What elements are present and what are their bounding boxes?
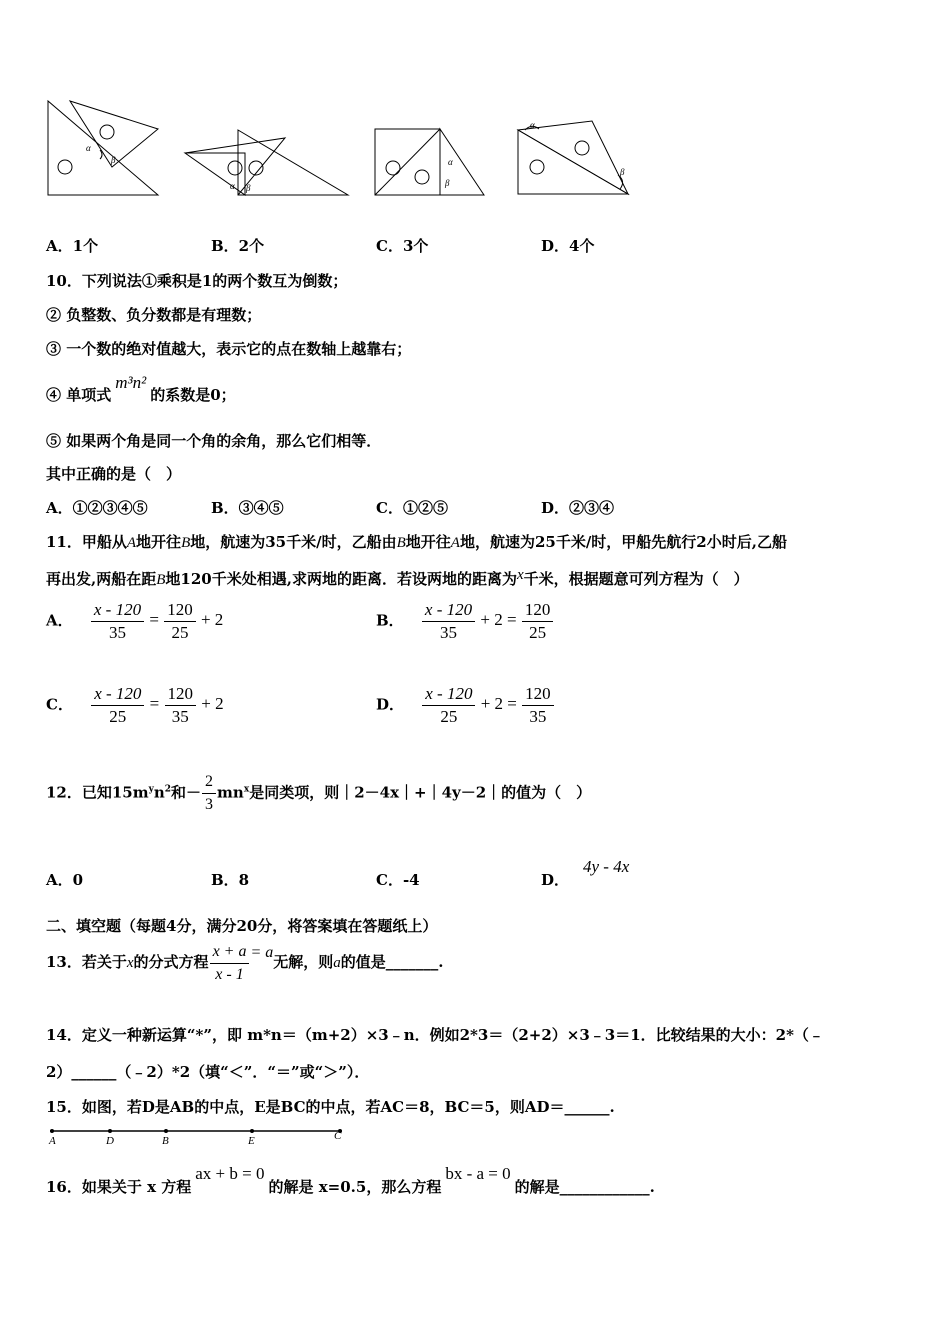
q12-sup-2: 2 bbox=[164, 784, 172, 795]
q12-option-a[interactable]: A．0 bbox=[46, 871, 84, 889]
q13-t4: 的值是_______. bbox=[340, 953, 444, 972]
fig1-beta: β bbox=[111, 155, 116, 165]
q11-line-1 bbox=[46, 531, 787, 552]
q12-t1: 12．已知15m bbox=[46, 783, 149, 802]
q11-t2: 地开往 bbox=[136, 533, 182, 551]
q16-eq2: bx - a = 0 bbox=[445, 1164, 511, 1183]
point-b-label: B bbox=[162, 1135, 169, 1147]
q11-option-a[interactable] bbox=[46, 600, 223, 643]
q10-stem: 10．下列说法①乘积是1的两个数互为倒数； bbox=[46, 272, 348, 290]
q11-b-frac-2: $\frac{120}{25}$ bbox=[522, 600, 554, 643]
fig3-circle-1 bbox=[386, 161, 400, 175]
q11-a-frac-2: $\frac{120}{25}$ bbox=[164, 600, 196, 643]
q13-var-a: a bbox=[333, 955, 341, 972]
q11-t6: 再出发,两船在距 bbox=[46, 570, 157, 588]
q10-s4-post: 的系数是0； bbox=[150, 386, 236, 404]
point-e-dot bbox=[250, 1129, 254, 1133]
q11-b-frac-1: $\frac{x - 120}{35}$ bbox=[422, 600, 475, 643]
fig2-triangle-b bbox=[238, 130, 348, 195]
q11-d-frac-1: $\frac{x - 120}{25}$ bbox=[422, 684, 475, 727]
fig2-triangle-a bbox=[185, 153, 245, 195]
q10-option-b[interactable]: B．③④⑤ bbox=[211, 499, 284, 517]
q11-t7: 地120千米处相遇,求两地的距离．若设两地的距离为 bbox=[165, 570, 517, 588]
q12-sup-y: y bbox=[148, 784, 154, 795]
q11-a-tail: + 2 bbox=[200, 610, 224, 630]
q11-a-eq: = bbox=[149, 610, 159, 630]
q13-t2: 的分式方程 bbox=[133, 953, 209, 972]
number-line-svg bbox=[46, 1124, 356, 1148]
q13-var-x: x bbox=[126, 955, 134, 972]
q9-option-b[interactable]: B．2个 bbox=[211, 237, 265, 255]
q12-option-d[interactable] bbox=[541, 857, 630, 890]
q12-option-c[interactable]: C．-4 bbox=[376, 871, 420, 889]
q11-a-frac-1: $\frac{x - 120}{35}$ bbox=[91, 600, 144, 643]
q11-t8: 千米，根据题意可列方程为（ ） bbox=[523, 570, 749, 588]
fig2-alpha: α bbox=[230, 181, 235, 191]
q12-sup-x: x bbox=[243, 784, 250, 795]
q15-stem: 15．如图，若D是AB的中点，E是BC的中点，若AC＝8，BC＝5，则AD＝______. bbox=[46, 1098, 615, 1116]
q11-point-b2: B bbox=[396, 535, 406, 551]
q10-statement-3: ③ 一个数的绝对值越大，表示它的点在数轴上越靠右； bbox=[46, 340, 412, 358]
point-d-label: D bbox=[106, 1135, 114, 1147]
q14-line-1: 14．定义一种新运算“*”，即 m*n＝（m+2）×3﹣n．例如2*3＝（2+2）×3﹣3＝1．比较结果的大小：2*（﹣ bbox=[46, 1026, 824, 1044]
fig4-circle-1 bbox=[530, 160, 544, 174]
fig4-circle-2 bbox=[575, 141, 589, 155]
fig2-triangle-c bbox=[185, 138, 285, 195]
q11-c-frac-2: $\frac{120}{35}$ bbox=[165, 684, 197, 727]
q11-option-b[interactable] bbox=[376, 600, 554, 643]
q11-t4: 地开往 bbox=[405, 533, 451, 551]
section-2-heading: 二、填空题（每题4分，满分20分，将答案填在答题纸上） bbox=[46, 917, 438, 935]
q11-c-frac-1: $\frac{x - 120}{25}$ bbox=[91, 684, 144, 727]
q12-frac: $\frac{2}{3}$ bbox=[202, 772, 216, 815]
q10-option-d[interactable]: D．②③④ bbox=[541, 499, 615, 517]
fig4-beta: β bbox=[620, 167, 625, 177]
triangle-figures-svg bbox=[40, 95, 640, 205]
q16-eq1: ax + b = 0 bbox=[195, 1164, 265, 1183]
q10-monomial: m³n² bbox=[115, 373, 147, 392]
fig3-diagonal bbox=[375, 129, 440, 195]
q10-statement-2: ② 负整数、负分数都是有理数； bbox=[46, 306, 262, 324]
fig1-circle-1 bbox=[58, 160, 72, 174]
q13-eq: = a bbox=[250, 944, 274, 962]
q11-c-eq: = bbox=[149, 694, 160, 714]
q11-t3: 地，航速为35千米/时，乙船由 bbox=[190, 533, 397, 551]
point-b-dot bbox=[164, 1129, 168, 1133]
q12-option-b[interactable]: B．8 bbox=[211, 871, 250, 889]
q10-ask: 其中正确的是（ ） bbox=[46, 465, 182, 483]
fig2-beta: β bbox=[246, 183, 251, 193]
q16-t2: 的解是 x=0.5，那么方程 bbox=[268, 1178, 442, 1196]
q11-d-frac-2: $\frac{120}{35}$ bbox=[522, 684, 554, 727]
q16-t3: 的解是____________. bbox=[514, 1178, 655, 1196]
q12-t3: 和－ bbox=[171, 783, 202, 802]
q10-statement-4 bbox=[46, 373, 236, 405]
fig4-alpha: α bbox=[530, 120, 535, 130]
fig1-alpha: α bbox=[86, 143, 91, 153]
q12-t2: n bbox=[153, 783, 165, 802]
q10-s4-pre: ④ 单项式 bbox=[46, 386, 112, 404]
q11-d-mid: + 2 = bbox=[480, 694, 517, 714]
q11-b-mid: + 2 = bbox=[480, 610, 517, 630]
q11-option-c[interactable] bbox=[46, 684, 224, 727]
point-a-label: A bbox=[49, 1135, 56, 1147]
q12-t4: mn bbox=[217, 783, 244, 802]
q15-number-line bbox=[46, 1124, 356, 1148]
q10-option-a[interactable]: A．①②③④⑤ bbox=[46, 499, 148, 517]
q14-line-2: 2）______（﹣2）*2（填“＜”．“＝”或“＞”）． bbox=[46, 1063, 370, 1081]
q11-t5: 地，航速为25千米/时，甲船先航行2小时后,乙船 bbox=[459, 533, 787, 551]
q12-d-expr: 4y - 4x bbox=[583, 857, 630, 876]
q11-point-b3: B bbox=[156, 572, 166, 588]
point-a-dot bbox=[50, 1129, 54, 1133]
q11-line-2 bbox=[46, 568, 749, 589]
fig1-triangle-a bbox=[48, 101, 158, 195]
q9-figures bbox=[40, 95, 640, 205]
q11-d-label: D． bbox=[376, 695, 405, 714]
point-c-label: C bbox=[334, 1130, 342, 1142]
fig3-beta: β bbox=[445, 178, 450, 188]
q11-t1: 11．甲船从 bbox=[46, 533, 127, 551]
fig1-circle-2 bbox=[100, 125, 114, 139]
q11-c-tail: + 2 bbox=[201, 694, 224, 714]
q12-d-label: D． bbox=[541, 871, 570, 889]
q13-t3: 无解，则 bbox=[273, 953, 334, 972]
q11-point-b: B bbox=[181, 535, 191, 551]
q11-option-d[interactable] bbox=[376, 684, 555, 727]
q16-t1: 16．如果关于 x 方程 bbox=[46, 1178, 192, 1196]
q10-option-c[interactable]: C．①②⑤ bbox=[376, 499, 448, 517]
q13-frac: $\frac{x + a}{x - 1}$ bbox=[210, 942, 250, 985]
fig3-alpha: α bbox=[448, 157, 453, 167]
fig2-circle-1 bbox=[228, 161, 242, 175]
q11-c-label: C． bbox=[46, 695, 73, 714]
point-d-dot bbox=[108, 1129, 112, 1133]
q9-option-d[interactable]: D．4个 bbox=[541, 237, 595, 255]
q11-var-x: x bbox=[516, 567, 524, 583]
fig3-circle-2 bbox=[415, 170, 429, 184]
q9-option-a[interactable]: A．1个 bbox=[46, 237, 99, 255]
q16-stem bbox=[46, 1164, 655, 1197]
q9-option-c[interactable]: C．3个 bbox=[376, 237, 429, 255]
point-e-label: E bbox=[248, 1135, 255, 1147]
q11-b-label: B． bbox=[376, 611, 404, 630]
q11-a-label: A． bbox=[46, 611, 73, 630]
q10-statement-5: ⑤ 如果两个角是同一个角的余角，那么它们相等． bbox=[46, 432, 382, 450]
q12-t5: 是同类项，则｜2－4x｜+｜4y－2｜的值为（ ） bbox=[249, 783, 592, 802]
fig4-triangle-b bbox=[518, 121, 628, 194]
q11-point-a: A bbox=[126, 535, 137, 551]
q11-point-a2: A bbox=[450, 535, 460, 551]
q12-stem bbox=[46, 772, 591, 815]
q13-stem bbox=[46, 942, 444, 985]
q13-t1: 13．若关于 bbox=[46, 953, 127, 972]
